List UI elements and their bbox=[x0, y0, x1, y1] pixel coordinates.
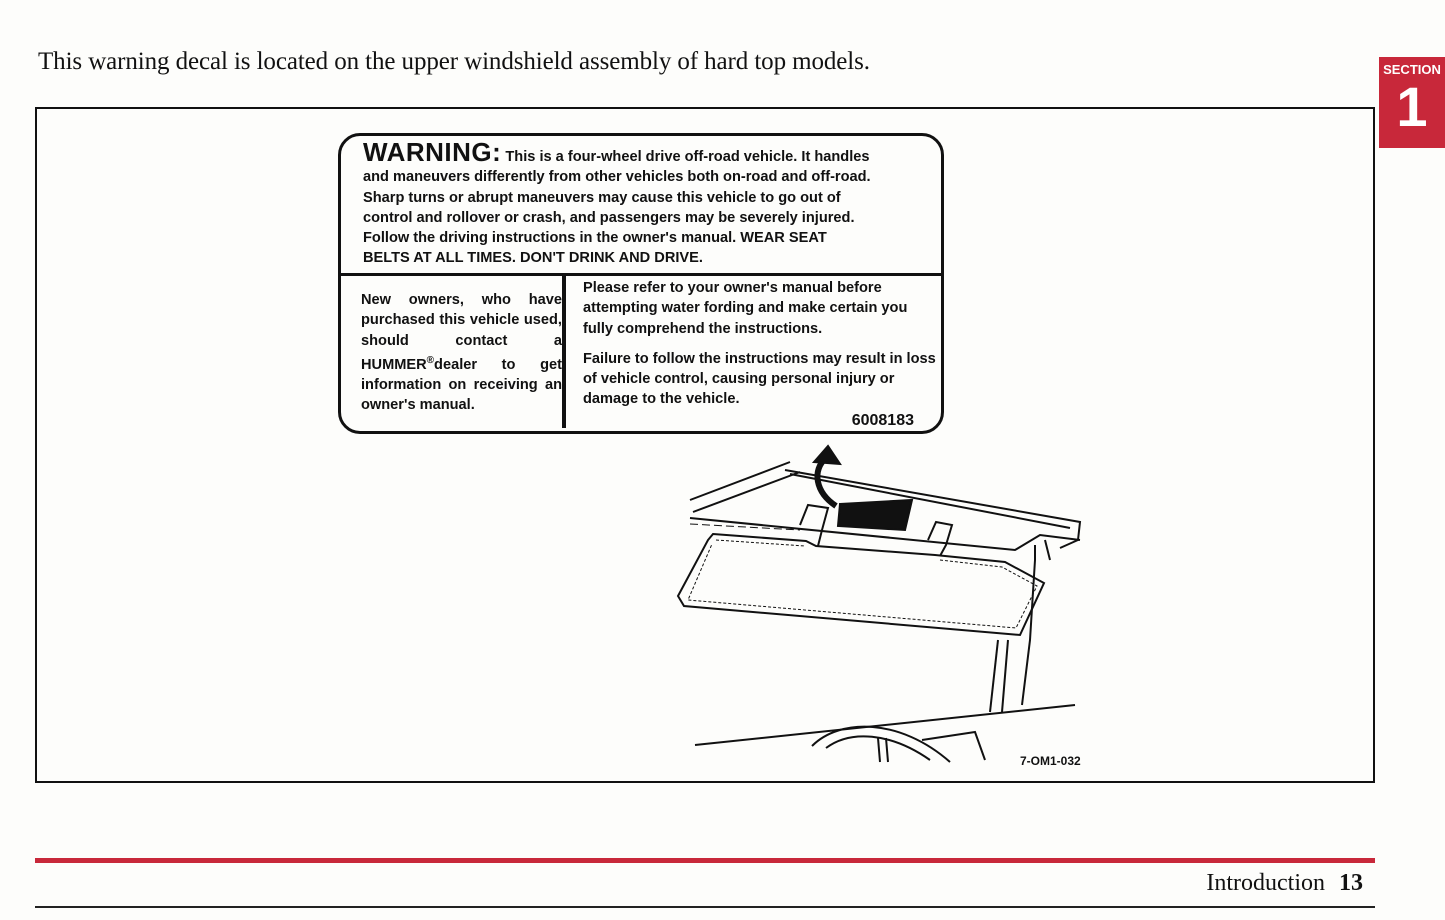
fording-text: Please refer to your owner's manual before attempting water fording and make certain you fully comprehend the instructions. bbox=[583, 280, 908, 337]
warning-heading: WARNING: bbox=[363, 137, 502, 167]
warning-line: control and rollover or crash, and passengers may be severely injured. bbox=[363, 209, 855, 226]
section-label: SECTION bbox=[1383, 62, 1441, 77]
figure-id: 7-OM1-032 bbox=[1020, 754, 1081, 768]
notice-text: New owners, who have purchased this vehicle used, should contact a HUMMER bbox=[361, 292, 562, 373]
footer-section-name: Introduction bbox=[1206, 870, 1325, 896]
failure-text: Failure to follow the instructions may result in loss of vehicle control, causing personal injury or damage to the vehicle. bbox=[583, 350, 936, 408]
warning-line: and maneuvers differently from other vehicles both on-road and off-road. bbox=[363, 169, 871, 186]
warning-line: BELTS AT ALL TIMES. DON'T DRINK AND DRIVE. bbox=[363, 250, 703, 267]
page-footer bbox=[1206, 870, 1363, 897]
page-number: 13 bbox=[1339, 870, 1363, 896]
warning-line: This is a four-wheel drive off-road vehicle. It handles bbox=[505, 149, 870, 165]
notice-text: dealer to get information on receiving an owner's manual. bbox=[361, 356, 562, 414]
part-number: 6008183 bbox=[851, 411, 914, 429]
registered-mark: ® bbox=[426, 354, 435, 366]
footer-rule bbox=[35, 858, 1375, 863]
bottom-rule bbox=[35, 906, 1375, 908]
warning-line: Follow the driving instructions in the owner's manual. WEAR SEAT bbox=[363, 230, 827, 247]
intro-text: This warning decal is located on the upper windshield assembly of hard top models. bbox=[38, 48, 870, 75]
section-number: 1 bbox=[1396, 75, 1428, 138]
warning-line: Sharp turns or abrupt maneuvers may cause this vehicle to go out of bbox=[363, 189, 841, 206]
